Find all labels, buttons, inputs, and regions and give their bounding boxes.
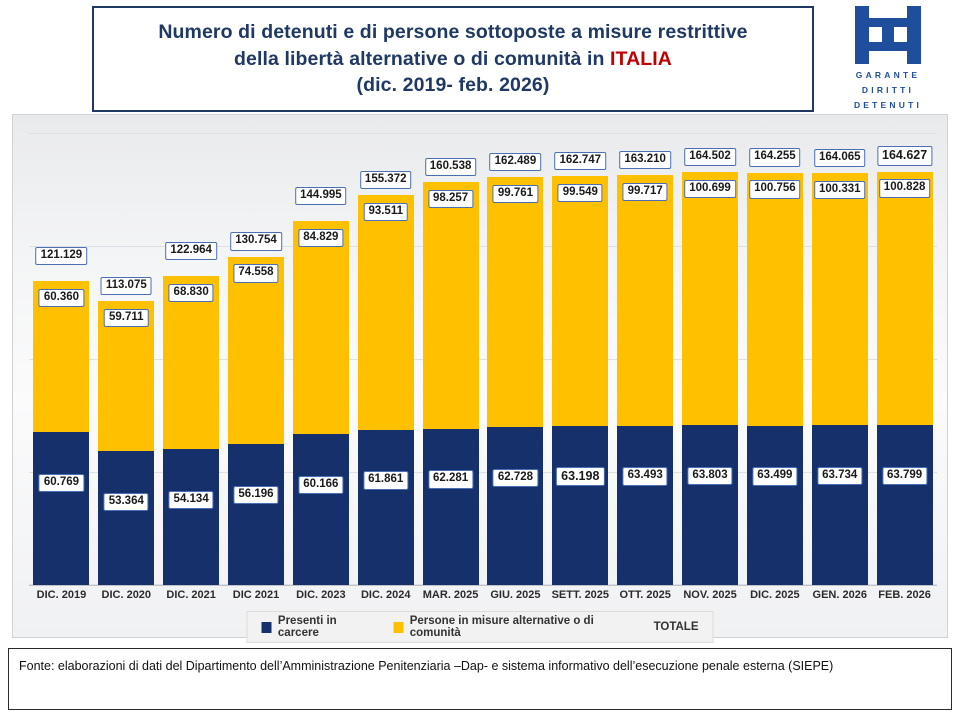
bar-label-alternative: 98.257	[428, 190, 473, 208]
legend-label-misure: Persone in misure alternative o di comunità	[409, 615, 594, 639]
bar-label-carcere: 63.198	[556, 467, 604, 486]
bar-segment-alternative	[358, 195, 414, 430]
bar-label-total: 164.065	[814, 149, 866, 167]
bar-label-carcere: 63.734	[817, 467, 862, 485]
bar-segment-alternative	[552, 176, 608, 426]
bar-segment-carcere	[163, 449, 219, 585]
stacked-bar	[682, 172, 738, 585]
bar-label-alternative: 84.829	[298, 229, 343, 247]
bar-segment-alternative	[423, 182, 479, 429]
organization-logo	[828, 4, 948, 112]
bar-group	[353, 133, 418, 585]
stacked-bar	[163, 276, 219, 585]
stacked-bar	[33, 281, 89, 585]
bar-group	[224, 133, 289, 585]
bar-segment-carcere	[487, 427, 543, 585]
x-axis-label: SETT. 2025	[551, 589, 610, 601]
bar-label-total: 162.747	[555, 152, 607, 170]
chart-title-box	[92, 6, 814, 112]
bar-label-total: 163.210	[619, 151, 671, 169]
bar-label-alternative: 68.830	[169, 284, 214, 302]
logo-line-1: GARANTE	[855, 70, 921, 80]
bar-label-total: 164.502	[684, 148, 736, 166]
legend-label-presenti: Presenti in carcere	[277, 615, 337, 639]
bar-group	[94, 133, 159, 585]
title-line-3: (dic. 2019- feb. 2026)	[356, 74, 550, 97]
x-axis-label: DIC. 2023	[296, 589, 346, 601]
bar-segment-alternative	[747, 173, 803, 426]
bar-label-carcere: 63.803	[687, 467, 732, 485]
bar-label-alternative: 74.558	[233, 264, 278, 282]
stacked-bar	[487, 177, 543, 585]
bar-group	[742, 133, 807, 585]
bar-group	[548, 133, 613, 585]
x-axis-label: DIC. 2020	[101, 589, 152, 601]
bar-label-carcere: 63.493	[623, 467, 668, 485]
bar-series-container	[29, 133, 937, 585]
bar-segment-carcere	[617, 426, 673, 585]
bar-label-total: 164.255	[749, 148, 801, 166]
bar-label-total: 122.964	[165, 242, 217, 260]
x-axis-label: NOV. 2025	[683, 589, 737, 601]
legend-item-misure	[393, 615, 635, 639]
stacked-bar	[747, 173, 803, 585]
bar-group	[418, 133, 483, 585]
bar-segment-carcere	[293, 434, 349, 585]
bar-label-carcere: 60.166	[298, 476, 343, 494]
x-axis-line	[29, 585, 937, 586]
stacked-bar	[98, 301, 154, 585]
legend-item-presenti	[262, 615, 376, 639]
title-line-2-text: della libertà alternative o di comunità in	[234, 47, 610, 70]
x-axis-label: OTT. 2025	[619, 589, 671, 601]
bar-label-total: 144.995	[295, 187, 347, 205]
bar-label-total: 130.754	[230, 232, 282, 250]
bar-label-carcere: 60.769	[39, 474, 84, 492]
x-axis-label: DIC. 2024	[360, 589, 411, 601]
bar-label-alternative: 59.711	[104, 309, 149, 327]
x-axis-label: DIC. 2025	[750, 589, 800, 601]
bar-segment-carcere	[423, 429, 479, 585]
bar-label-carcere: 62.728	[493, 469, 538, 487]
bar-segment-carcere	[33, 432, 89, 585]
stacked-bar	[358, 195, 414, 585]
bar-group	[159, 133, 224, 585]
bar-label-carcere: 56.196	[233, 486, 278, 504]
bar-segment-alternative	[682, 172, 738, 425]
chart-legend	[247, 611, 714, 643]
bar-segment-carcere	[747, 426, 803, 585]
x-axis-labels	[29, 589, 937, 601]
x-axis-label: FEB. 2026	[878, 589, 931, 601]
bar-label-total: 160.538	[425, 158, 477, 176]
legend-swatch-misure-icon	[393, 622, 403, 633]
title-line-1: Numero di detenuti e di persone sottoposte a misure restrittive	[158, 20, 748, 43]
bar-label-total: 164.627	[877, 146, 932, 165]
bar-label-carcere: 53.364	[104, 493, 149, 511]
bar-label-alternative: 100.756	[749, 180, 801, 198]
bar-segment-carcere	[877, 425, 933, 585]
x-axis-label: DIC. 2019	[36, 589, 87, 601]
bar-group	[483, 133, 548, 585]
x-axis-label: MAR. 2025	[422, 589, 479, 601]
source-note: Fonte: elaborazioni di dati del Dipartimento dell’Amministrazione Penitenziaria –Dap- e sistema informativo dell’esecuzione penale esterna (SIEPE)	[8, 648, 952, 710]
bar-label-total: 121.129	[36, 247, 88, 265]
bar-segment-alternative	[617, 175, 673, 425]
bar-label-alternative: 99.717	[623, 183, 668, 201]
bar-segment-alternative	[163, 276, 219, 449]
bar-label-total: 113.075	[101, 277, 152, 295]
bar-segment-alternative	[812, 173, 868, 425]
bar-segment-alternative	[487, 177, 543, 428]
bar-label-carcere: 62.281	[428, 470, 473, 488]
x-axis-label: GIU. 2025	[490, 589, 541, 601]
bar-label-carcere: 63.799	[882, 467, 927, 485]
bar-label-alternative: 93.511	[363, 203, 408, 221]
bar-group	[807, 133, 872, 585]
bar-label-total: 162.489	[490, 153, 542, 171]
bar-segment-alternative	[293, 221, 349, 434]
bar-group	[678, 133, 743, 585]
legend-label-totale: TOTALE	[653, 621, 699, 633]
bar-group	[613, 133, 678, 585]
stacked-bar	[423, 182, 479, 585]
bar-segment-carcere	[98, 451, 154, 585]
bar-label-alternative: 60.360	[39, 289, 84, 307]
bar-group	[872, 133, 937, 585]
bar-segment-carcere	[812, 425, 868, 585]
bar-label-total: 155.372	[360, 171, 412, 189]
bar-segment-alternative	[228, 257, 284, 444]
x-axis-label: DIC. 2021	[166, 589, 216, 601]
x-axis-label: DIC 2021	[232, 589, 280, 601]
logo-line-2: DIRITTI	[861, 85, 915, 96]
stacked-bar	[812, 173, 868, 585]
x-axis-label: GEN. 2026	[812, 589, 867, 601]
plot-area	[29, 133, 937, 585]
bar-segment-carcere	[228, 444, 284, 585]
bar-segment-carcere	[552, 426, 608, 585]
bar-segment-carcere	[682, 425, 738, 585]
title-line-2	[234, 46, 672, 73]
stacked-bar	[877, 172, 933, 585]
bar-group	[288, 133, 353, 585]
legend-swatch-presenti-icon	[262, 622, 272, 633]
stacked-bar	[228, 257, 284, 585]
bar-label-carcere: 61.861	[363, 471, 408, 489]
logo-mark-icon	[851, 4, 925, 66]
bar-label-alternative: 100.331	[814, 181, 866, 199]
bar-group	[29, 133, 94, 585]
bar-label-alternative: 100.699	[684, 180, 736, 198]
bar-label-alternative: 99.549	[558, 184, 603, 202]
bar-label-alternative: 100.828	[879, 179, 931, 197]
bar-segment-alternative	[877, 172, 933, 425]
stacked-bar	[552, 176, 608, 585]
bar-label-carcere: 54.134	[169, 491, 214, 509]
chart-area	[12, 114, 948, 638]
stacked-bar	[293, 221, 349, 585]
bar-label-carcere: 63.499	[752, 467, 797, 485]
bar-label-alternative: 99.761	[493, 185, 538, 203]
logo-line-3: DETENUTI	[853, 100, 923, 111]
title-highlight: ITALIA	[610, 47, 672, 70]
bar-segment-carcere	[358, 430, 414, 585]
stacked-bar	[617, 175, 673, 585]
